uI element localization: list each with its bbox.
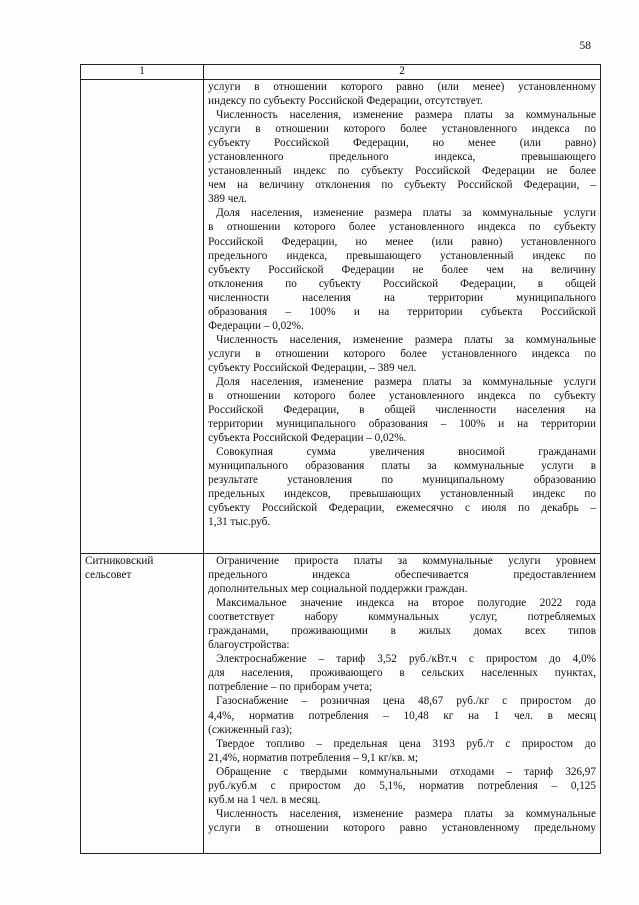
text-line: отклонения по субъекту Российской Федерации, в общей [208, 277, 596, 290]
text-line: Ограничение прироста платы за коммунальные услуги уровнем [216, 555, 596, 567]
text-line: территории муниципального образования – 100% и на территории [208, 418, 596, 431]
text-line: 1,31 тыс.руб. [208, 516, 271, 529]
table-row [81, 80, 601, 554]
text-line: субъекту Российской Федерации, но менее (или равно) [208, 137, 596, 150]
text-line: 389 чел. [208, 193, 247, 206]
table-header-row [81, 65, 601, 80]
page-number: 58 [579, 40, 591, 52]
document-table [80, 64, 601, 854]
text-line: Совокупная сумма увеличения вносимой гражданами [216, 446, 596, 459]
text-line: Численность населения, изменение размера платы за коммунальные [216, 109, 596, 122]
text-line: руб./куб.м с приростом до 5,1%, норматив потребления – 0,125 [208, 779, 596, 792]
text-line: Федерации – 0,02%. [208, 319, 304, 332]
text-line: Максимальное значение индекса на второе полугодие 2022 года [216, 597, 596, 610]
text-line: Российской Федерации, но менее (или равно) установленного [208, 235, 596, 248]
text-line: субъекта Российской Федерации – 0,02%. [208, 432, 407, 445]
text-line: (сжиженный газ); [208, 723, 293, 736]
table-row [81, 554, 601, 854]
text-line: благоустройства: [208, 639, 290, 652]
municipality-name-line: сельсовет [85, 569, 132, 582]
text-line: субъекту Российской Федерации, ежемесячно с июля по декабрь – [208, 502, 596, 515]
text-line: Доля населения, изменение размера платы за коммунальные услуги [216, 207, 596, 220]
text-line: услуги в отношении которого более установленного индекса по [208, 123, 596, 136]
text-line: предельного индекса, превышающего установленный индекс по [208, 249, 596, 262]
text-line: результате установления по муниципальному образованию [208, 474, 596, 487]
column-header-2: 2 [204, 65, 601, 80]
municipality-name-line: Ситниковский [85, 555, 154, 567]
text-line: гражданами, проживающими в жилых домах всех типов [208, 625, 596, 638]
text-line: в отношении которого более установленного индекса по субъекту [208, 390, 596, 403]
text-line: потребление – по приборам учета; [208, 681, 373, 694]
text-line: в отношении которого более установленного индекса по субъекту [208, 221, 596, 234]
text-line: услуги в отношении которого равно установленному предельному [208, 821, 596, 834]
text-line: субъекту Российской Федерации, – 389 чел. [208, 361, 417, 374]
text-line: для населения, проживающего в сельских населенных пунктах, [208, 667, 596, 680]
text-line: установленного предельного индекса, превышающего [208, 151, 596, 164]
text-line: Численность населения, изменение размера платы за коммунальные [216, 333, 596, 346]
text-line: дополнительных мер социальной поддержки граждан. [208, 583, 468, 596]
text-line: Доля населения, изменение размера платы за коммунальные услуги [216, 375, 596, 388]
text-line: образования – 100% и на территории субъекта Российской [208, 305, 596, 318]
text-line: куб.м на 1 чел. в месяц. [208, 793, 321, 806]
text-line: численности населения на территории муниципального [208, 291, 596, 304]
text-line: Российской Федерации, в общей численности населения на [208, 404, 596, 417]
description-cell [204, 80, 601, 554]
text-line: Обращение с твердыми коммунальными отходами – тариф 326,97 [216, 765, 596, 778]
text-line: соответствует набору коммунальных услуг, потребляемых [208, 611, 596, 624]
text-line: муниципального образования платы за коммунальные услуги в [208, 460, 596, 473]
text-line: услуги в отношении которого равно (или менее) установленному [208, 81, 596, 93]
text-line: 21,4%, норматив потребления – 9,1 кг/кв. м; [208, 751, 419, 764]
municipality-cell [81, 80, 204, 554]
text-line: услуги в отношении которого более установленного индекса по [208, 347, 596, 360]
text-line: субъекту Российской Федерации не более чем на величину [208, 263, 596, 276]
text-line: Твердое топливо – предельная цена 3193 руб./т с приростом до [216, 737, 596, 750]
text-line: Численность населения, изменение размера платы за коммунальные [216, 807, 596, 820]
text-line: 4,4%, норматив потребления – 10,48 кг на 1 чел. в месяц [208, 709, 596, 722]
text-line: Электроснабжение – тариф 3,52 руб./кВт.ч с приростом до 4,0% [216, 653, 596, 666]
text-line: предельных индексов, превышающих установленный индекс по [208, 488, 596, 501]
municipality-cell [81, 554, 204, 854]
text-line: предельного индекса обеспечивается предоставлением [208, 569, 596, 582]
text-line: индексу по субъекту Российской Федерации, отсутствует. [208, 95, 483, 108]
text-line: установленный индекс по субъекту Российской Федерации не более [208, 165, 596, 178]
column-header-1: 1 [81, 65, 204, 80]
description-cell [204, 554, 601, 854]
text-line: чем на величину отклонения по субъекту Российской Федерации, – [208, 179, 596, 192]
text-line: Газоснабжение – розничная цена 48,67 руб./кг с приростом до [216, 695, 596, 708]
